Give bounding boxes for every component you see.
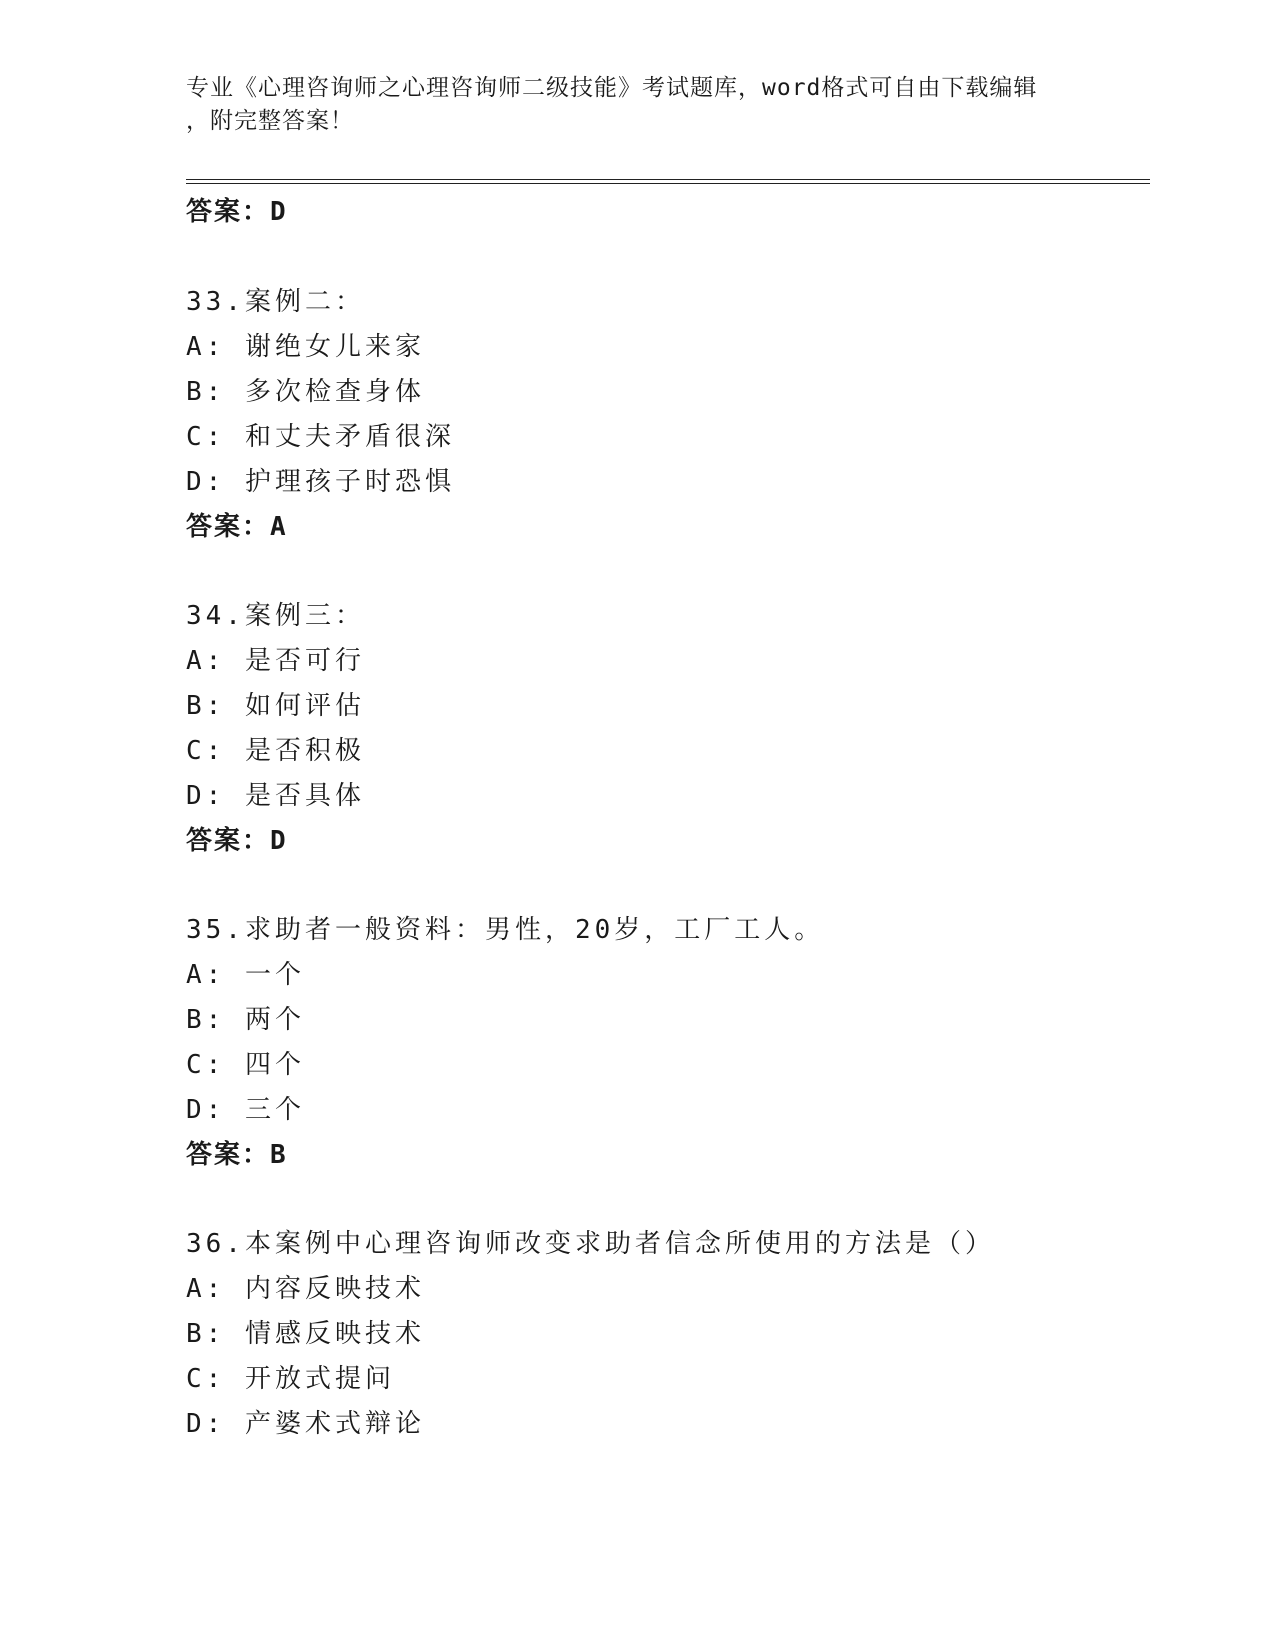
answer-line: 答案：D — [186, 197, 288, 227]
option-c: C: 是否积极 — [186, 736, 365, 766]
question-block — [186, 1222, 1150, 1447]
option-a: A: 谢绝女儿来家 — [186, 332, 425, 362]
question-title: 34.案例三： — [186, 601, 365, 631]
page-header — [186, 72, 1066, 138]
question-block — [186, 280, 1150, 550]
question-title: 35.求助者一般资料：男性，20岁，工厂工人。 — [186, 915, 825, 945]
question-list — [186, 190, 1150, 1447]
option-a: A: 内容反映技术 — [186, 1274, 425, 1304]
option-d: D: 三个 — [186, 1095, 305, 1125]
header-line-1: 专业《心理咨询师之心理咨询师二级技能》考试题库，word格式可自由下载编辑 — [186, 75, 1038, 101]
option-d: D: 护理孩子时恐惧 — [186, 467, 455, 497]
option-c: C: 和丈夫矛盾很深 — [186, 422, 455, 452]
option-d: D: 是否具体 — [186, 781, 365, 811]
header-rule-top — [186, 179, 1150, 180]
question-title: 33.案例二： — [186, 287, 365, 317]
question-title: 36.本案例中心理咨询师改变求助者信念所使用的方法是（） — [186, 1229, 995, 1259]
answer-line: 答案：A — [186, 512, 288, 542]
option-b: B: 两个 — [186, 1005, 305, 1035]
question-block — [186, 908, 1150, 1178]
option-c: C: 开放式提问 — [186, 1364, 395, 1394]
option-d: D: 产婆术式辩论 — [186, 1409, 425, 1439]
option-a: A: 是否可行 — [186, 646, 365, 676]
answer-line: 答案：B — [186, 1140, 288, 1170]
option-b: B: 多次检查身体 — [186, 377, 425, 407]
header-line-2: ，附完整答案！ — [186, 108, 354, 134]
question-block — [186, 594, 1150, 864]
option-a: A: 一个 — [186, 960, 305, 990]
option-b: B: 情感反映技术 — [186, 1319, 425, 1349]
answer-line: 答案：D — [186, 826, 288, 856]
option-c: C: 四个 — [186, 1050, 305, 1080]
option-b: B: 如何评估 — [186, 691, 365, 721]
header-rule-bottom — [186, 183, 1150, 184]
